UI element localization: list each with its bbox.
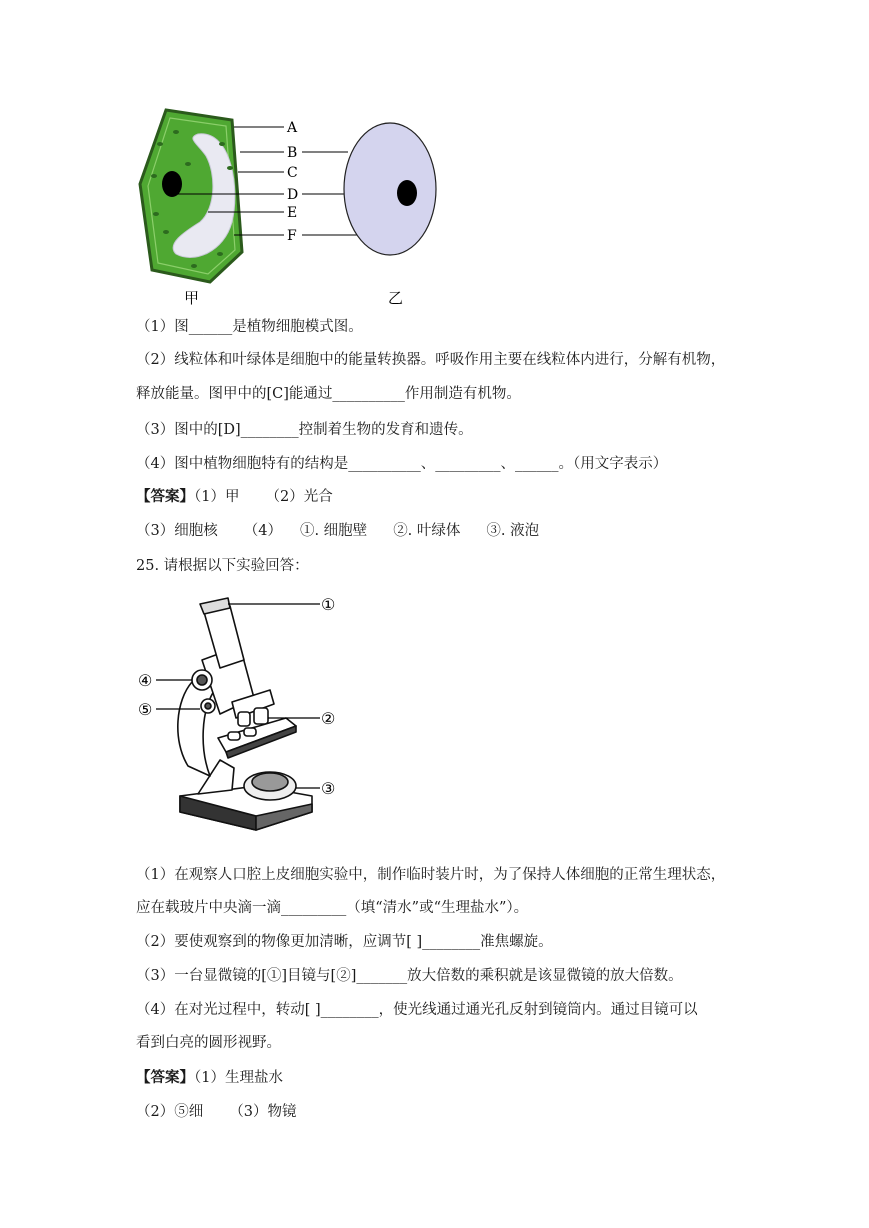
plant-nucleus [162,171,182,197]
q24-line-4: （3）图中的[D]________控制着生物的发育和遗传。 [136,422,473,438]
answer-25-3: （3）物镜 [229,1104,297,1120]
q25-line-6: 看到白亮的圆形视野。 [136,1035,281,1051]
answer-2: （2）光合 [265,489,333,505]
microscope-arm [178,682,216,776]
caption-yi: 乙 [388,289,404,307]
animal-nucleus [397,180,417,206]
answer-4c: ③. 液泡 [486,523,540,539]
caption-jia: 甲 [184,289,200,307]
answer-1: （1）甲 [194,489,240,505]
q25-line-3: （2）要使观察到的物像更加清晰，应调节[ ]________准焦螺旋。 [136,934,553,950]
cell-diagram [136,104,466,309]
label-1: ① [321,595,336,614]
q24-line-2: （2）线粒体和叶绿体是细胞中的能量转换器。呼吸作用主要在线粒体内进行，分解有机物， [136,352,726,368]
label-5: ⑤ [138,700,153,719]
label-a: A [287,120,298,136]
q24-line-5: （4）图中植物细胞特有的结构是__________、_________、______。（用文字表示） [136,456,668,472]
q25-line-1: （1）在观察人口腔上皮细胞实验中，制作临时装片时，为了保持人体细胞的正常生理状态， [136,867,726,883]
q25-title: 25. 请根据以下实验回答： [136,558,309,574]
animal-cell [344,123,436,255]
label-2: ② [321,709,336,728]
q24-line-1: （1）图______是植物细胞模式图。 [136,319,363,335]
answer-3: （3）细胞核 [136,523,218,539]
microscope-diagram [136,590,356,840]
answer-tag: 【答案】 [136,488,194,505]
q25-answer-row-1 [136,1068,283,1088]
q24-line-3: 释放能量。图甲中的[C]能通过__________作用制造有机物。 [136,386,521,402]
answer-4a: ①. 细胞壁 [299,523,368,539]
q25-line-2: 应在载玻片中央滴一滴_________（填“清水”或“生理盐水”）。 [136,900,529,916]
q25-answer-row-2 [136,1102,296,1122]
label-4: ④ [138,671,153,690]
answer-4b: ②. 叶绿体 [393,523,461,539]
label-b: B [287,145,298,161]
label-c: C [287,165,298,181]
objective-lens [254,708,268,724]
label-3: ③ [321,779,336,798]
q24-answer-row-2 [136,521,539,541]
q25-line-4: （3）一台显微镜的[①]目镜与[②]_______放大倍数的乘积就是该显微镜的放大倍数。 [136,968,683,984]
answer-25-1: （1）生理盐水 [194,1070,283,1086]
q24-answer-row-1 [136,487,333,507]
q25-line-5: （4）在对光过程中，转动[ ]________，使光线通过通光孔反射到镜筒内。通过目镜可以 [136,1002,698,1018]
label-f: F [287,228,297,244]
label-e: E [287,205,298,221]
label-d: D [287,187,299,203]
answer-4: （4） [243,523,282,539]
answer-tag-25: 【答案】 [136,1069,194,1086]
answer-25-2: （2）⑤细 [136,1104,204,1120]
